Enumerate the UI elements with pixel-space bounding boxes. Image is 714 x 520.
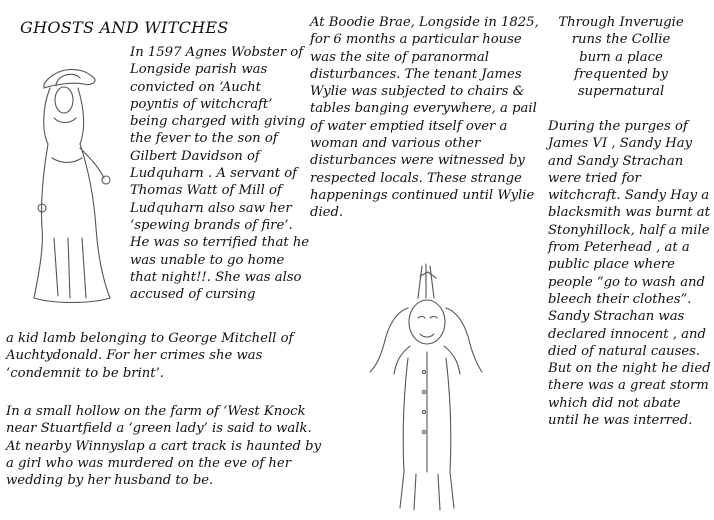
witch-sketch: [14, 48, 126, 310]
wobster-paragraph: In 1597 Agnes Wobster of Longside parish was convicted on ‘Aucht poyntis of witchcraft’ being charged with giving the fever to the son of Gilbert Davidson of Ludquharn . A servant of Thomas Watt of Mill of Ludquharn also saw her ‘spewing brands of fire’. He was so terrified that he was unable to go home that night!!. She was also accused of cursing: [130, 45, 310, 303]
page-title: GHOSTS AND WITCHES: [20, 17, 229, 37]
wobster-paragraph-continued: a kid lamb belonging to George Mitchell of Auchtydonald. For her crimes she was ‘condemnit to be brint’.: [6, 331, 294, 381]
man-sketch: [330, 262, 530, 514]
purges-paragraph: During the purges of James VI , Sandy Hay and Sandy Strachan were tried for witchcraft. Sandy Hay a blacksmith was burnt at Stonyhillock, half a mile from Peterhead , at a public place where people “go to wash and bleech their clothes”. Sandy Strachan was declared innocent , and died of natural causes. But on the night he died there was a great storm which did not abate until he was interred.: [548, 119, 711, 429]
boodie-brae-paragraph: At Boodie Brae, Longside in 1825, for 6 months a particular house was the site of paranormal disturbances. The tenant James Wylie was subjected to chairs & tables banging everywhere, a pail of water emptied itself over a woman and various other disturbances were witnessed by respected locals. These strange happenings continued until Wylie died.: [310, 15, 539, 221]
green-lady-paragraph: In a small hollow on the farm of ‘West Knock near Stuartfield a ‘green lady’ is said to walk. At nearby Winnyslap a cart track is haunted by a girl who was murdered on the eve of her wedding by her husband to be.: [6, 404, 322, 489]
collie-burn-paragraph: Through Inverugie runs the Collie burn a place frequented by supernatural: [558, 15, 684, 100]
